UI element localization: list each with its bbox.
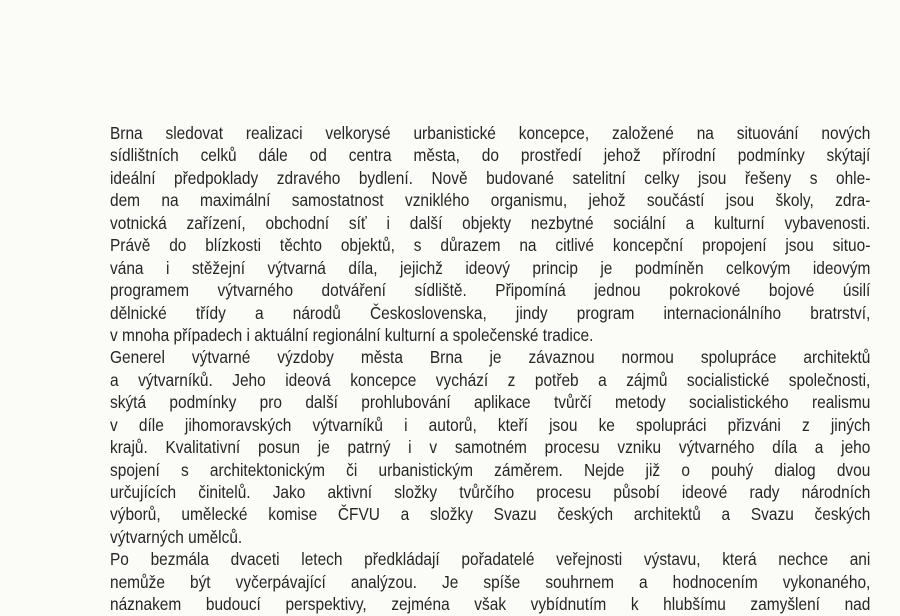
text-line: Po bezmála dvaceti letech předkládají pořadatelé veřejnosti výstavu, která nechce ani	[110, 549, 871, 570]
text-line: náznakem budoucí perspektivy, zejména však vybídnutím k hlubšímu zamyšlení nad	[110, 594, 871, 615]
paragraph-2	[110, 346, 900, 548]
text-line: ideální předpoklady zdravého bydlení. Nově budované satelitní celky jsou řešeny s ohle-	[110, 167, 871, 188]
text-line: určujících činitelů. Jako aktivní složky tvůrčího procesu působí ideové rady národních	[110, 482, 871, 502]
paragraph-3	[110, 548, 900, 615]
paragraph-1	[110, 122, 900, 346]
text-line: Brna sledovat realizaci velkorysé urbanistické koncepce, založené na situování nových	[110, 123, 871, 143]
text-line: dem na maximální samostatnost vzniklého organismu, jehož součástí jsou školy, zdra-	[110, 190, 871, 211]
text-line: v díle jihomoravských výtvarníků i autorů, kteří jsou ke spolupráci přizváni z jiných	[110, 414, 871, 435]
text-line: nemůže být vyčerpávající analýzou. Je spíše souhrnem a hodnocením vykonaného,	[110, 571, 871, 592]
text-line: skýtá podmínky pro další prohlubování aplikace tvůrčí metody socialistického realismu	[110, 392, 871, 413]
text-line: dělnické třídy a národů Československa, jindy program internacionálního bratrství,	[110, 302, 871, 323]
text-line: votnická zařízení, obchodní síť i další objekty nezbytné sociální a kulturní vybavenosti.	[110, 212, 871, 233]
text-line: sídlištních celků dále od centra města, do prostředí jehož přírodní podmínky skýtají	[110, 145, 871, 166]
body-text	[110, 122, 900, 616]
text-line: výborů, umělecké komise ČFVU a složky Svazu českých architektů a Svazu českých	[110, 504, 871, 525]
text-line: spojení s architektonickým či urbanistickým záměrem. Nejde již o pouhý dialog dvou	[110, 459, 871, 480]
text-line: Právě do blízkosti těchto objektů, s důrazem na citlivé koncepční propojení jsou situo-	[110, 235, 871, 256]
text-line: v mnoha případech i aktuální regionální kulturní a společenské tradice.	[110, 324, 594, 345]
text-line: vána i stěžejní výtvarná díla, jejichž ideový princip je podmíněn celkovým ideovým	[110, 257, 871, 278]
text-line: a výtvarníků. Jeho ideová koncepce vychází z potřeb a zájmů socialistické společnosti,	[110, 369, 871, 390]
text-line: krajů. Kvalitativní posun je patrný i v samotném procesu vzniku výtvarného díla a jeho	[110, 437, 871, 458]
text-line: programem výtvarného dotváření sídliště. Připomíná jednou pokrokové bojové úsilí	[110, 280, 871, 301]
text-line: Generel výtvarné výzdoby města Brna je závaznou normou spolupráce architektů	[110, 347, 871, 368]
text-line: výtvarných umělců.	[110, 526, 243, 547]
